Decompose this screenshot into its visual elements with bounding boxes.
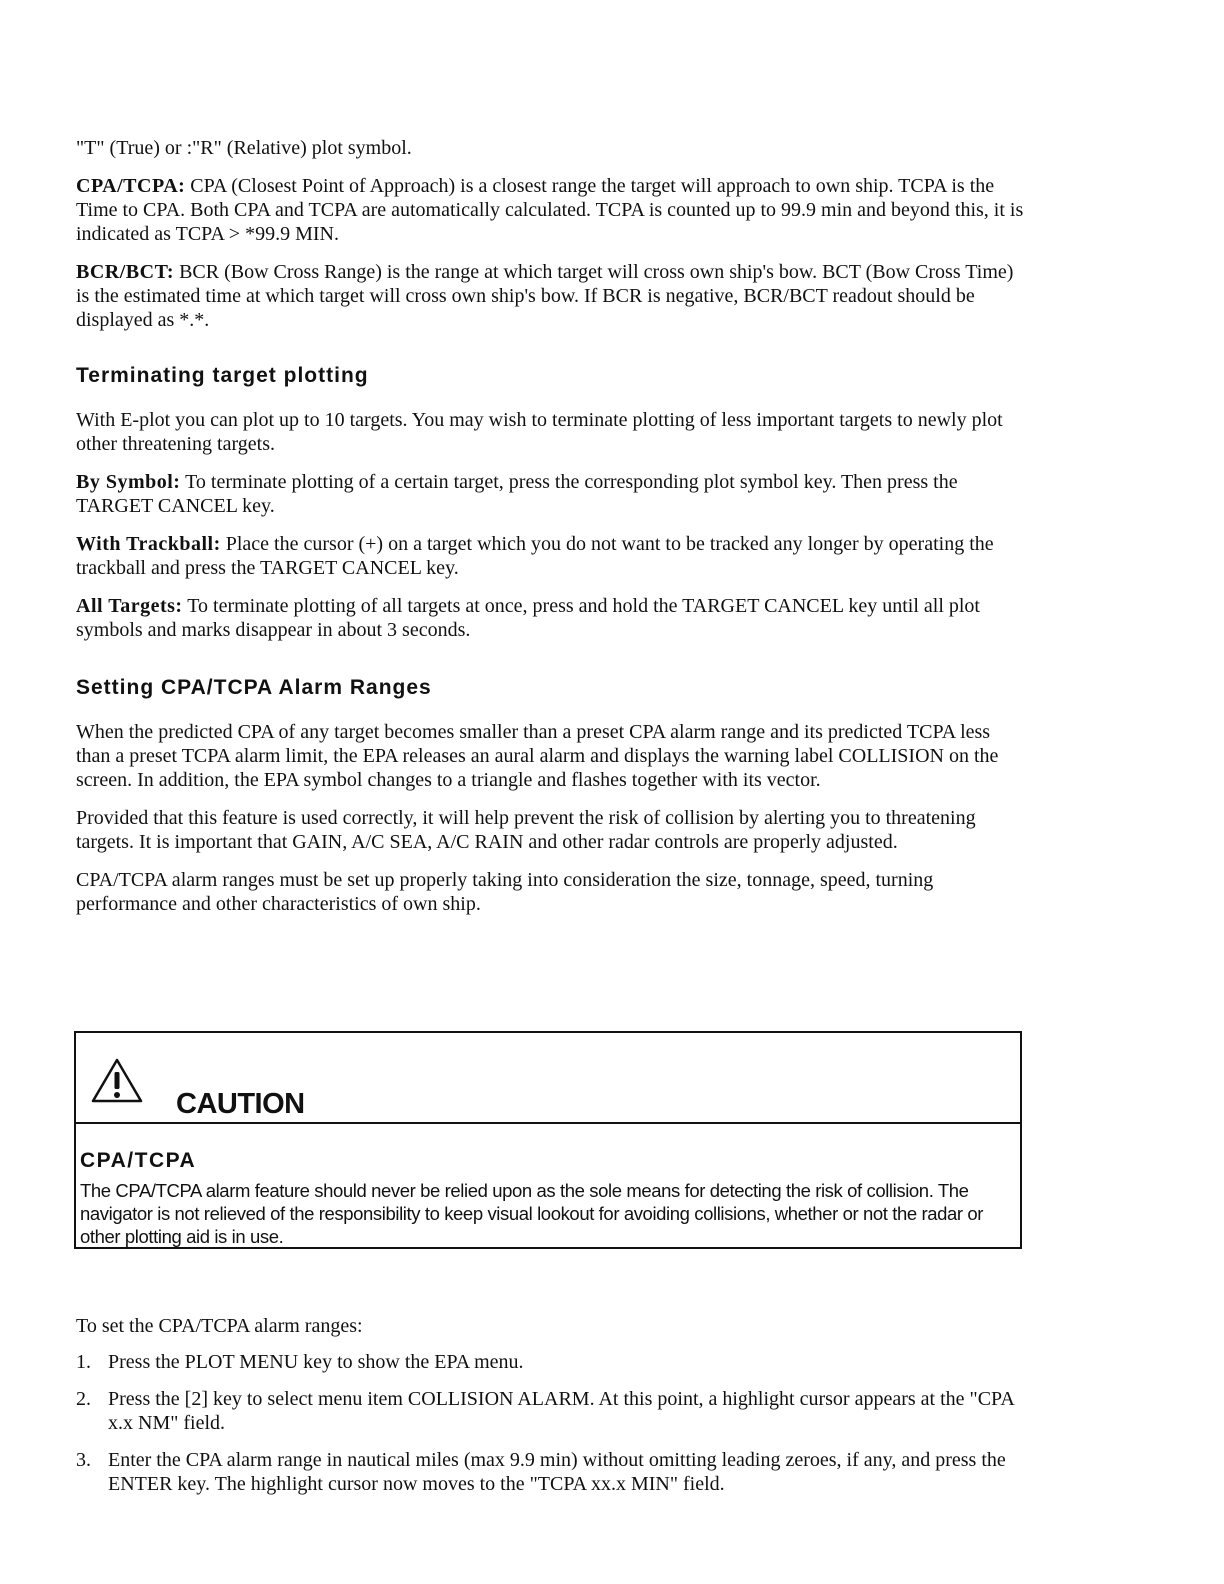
alarm-paragraph-3: CPA/TCPA alarm ranges must be set up properly taking into consideration the size, tonnage, speed, turning performance and other characteristics of own ship. xyxy=(76,869,934,915)
alarm-paragraph-1: When the predicted CPA of any target becomes smaller than a preset CPA alarm range and its predicted TCPA less than a preset TCPA alarm limit, the EPA releases an aural alarm and displays the warning label COLLISION on the screen. In addition, the EPA symbol changes to a triangle and flashes together with its vector. xyxy=(76,721,999,791)
caution-text: The CPA/TCPA alarm feature should never be relied upon as the sole means for detecting the risk of collision. The navigator is not relieved of the responsibility to keep visual lookout for avoiding collisions, whether or not the radar or other plotting aid is in use. xyxy=(80,1180,984,1247)
by-symbol-paragraph xyxy=(76,470,1026,518)
step-number: 2. xyxy=(76,1388,91,1410)
terminating-intro: With E-plot you can plot up to 10 targets. You may wish to terminate plotting of less important targets to newly plot other threatening targets. xyxy=(76,409,1003,455)
list-item xyxy=(76,1448,1026,1496)
caution-header xyxy=(76,1033,1020,1124)
steps-list xyxy=(76,1350,1026,1496)
cpa-definition xyxy=(76,174,1026,246)
alarm-heading: Setting CPA/TCPA Alarm Ranges xyxy=(76,676,432,699)
list-item xyxy=(76,1350,1026,1374)
bcr-text: BCR (Bow Cross Range) is the range at which target will cross own ship's bow. BCT (Bow Cross Time) is the estimated time at which target will cross own ship's bow. If BCR is negative, BCR/BCT readout should be displayed as *.*. xyxy=(76,261,1014,331)
bcr-term: BCR/BCT: xyxy=(76,261,175,283)
trackball-text: Place the cursor (+) on a target which you do not want to be tracked any longer by operating the trackball and press the TARGET CANCEL key. xyxy=(76,533,994,579)
step-text: Press the PLOT MENU key to show the EPA menu. xyxy=(108,1351,524,1373)
all-targets-paragraph xyxy=(76,594,1026,642)
terminating-heading: Terminating target plotting xyxy=(76,364,369,387)
step-text: Enter the CPA alarm range in nautical miles (max 9.9 min) without omitting leading zeroes, if any, and press the ENTER key. The highlight cursor now moves to the "TCPA xx.x MIN" field. xyxy=(108,1449,1006,1495)
by-symbol-text: To terminate plotting of a certain target, press the corresponding plot symbol key. Then press the TARGET CANCEL key. xyxy=(76,471,958,517)
list-item xyxy=(76,1387,1026,1435)
steps-section xyxy=(76,1314,1026,1496)
caution-title: CAUTION xyxy=(176,1088,305,1120)
step-number: 3. xyxy=(76,1449,91,1471)
trackball-term: With Trackball: xyxy=(76,533,221,555)
by-symbol-term: By Symbol: xyxy=(76,471,181,493)
intro-line: "T" (True) or :"R" (Relative) plot symbol. xyxy=(76,137,412,159)
step-number: 1. xyxy=(76,1351,91,1373)
caution-box xyxy=(74,1031,1022,1249)
warning-triangle-icon xyxy=(90,1057,144,1107)
manual-page xyxy=(76,136,1026,916)
cpa-term: CPA/TCPA: xyxy=(76,175,186,197)
trackball-paragraph xyxy=(76,532,1026,580)
all-targets-term: All Targets: xyxy=(76,595,183,617)
cpa-text: CPA (Closest Point of Approach) is a closest range the target will approach to own ship. TCPA is the Time to CPA. Both CPA and TCPA are automatically calculated. TCPA is counted up to 99.9 min and beyond this, it is indicated as TCPA > *99.9 MIN. xyxy=(76,175,1024,245)
alarm-paragraph-2: Provided that this feature is used correctly, it will help prevent the risk of collision by alerting you to threatening targets. It is important that GAIN, A/C SEA, A/C RAIN and other radar controls are properly adjusted. xyxy=(76,807,976,853)
caution-subtitle: CPA/TCPA xyxy=(80,1149,197,1172)
step-text: Press the [2] key to select menu item COLLISION ALARM. At this point, a highlight cursor appears at the "CPA x.x NM" field. xyxy=(108,1388,1014,1434)
steps-intro: To set the CPA/TCPA alarm ranges: xyxy=(76,1315,363,1337)
bcr-definition xyxy=(76,260,1026,332)
all-targets-text: To terminate plotting of all targets at once, press and hold the TARGET CANCEL key until all plot symbols and marks disappear in about 3 seconds. xyxy=(76,595,980,641)
